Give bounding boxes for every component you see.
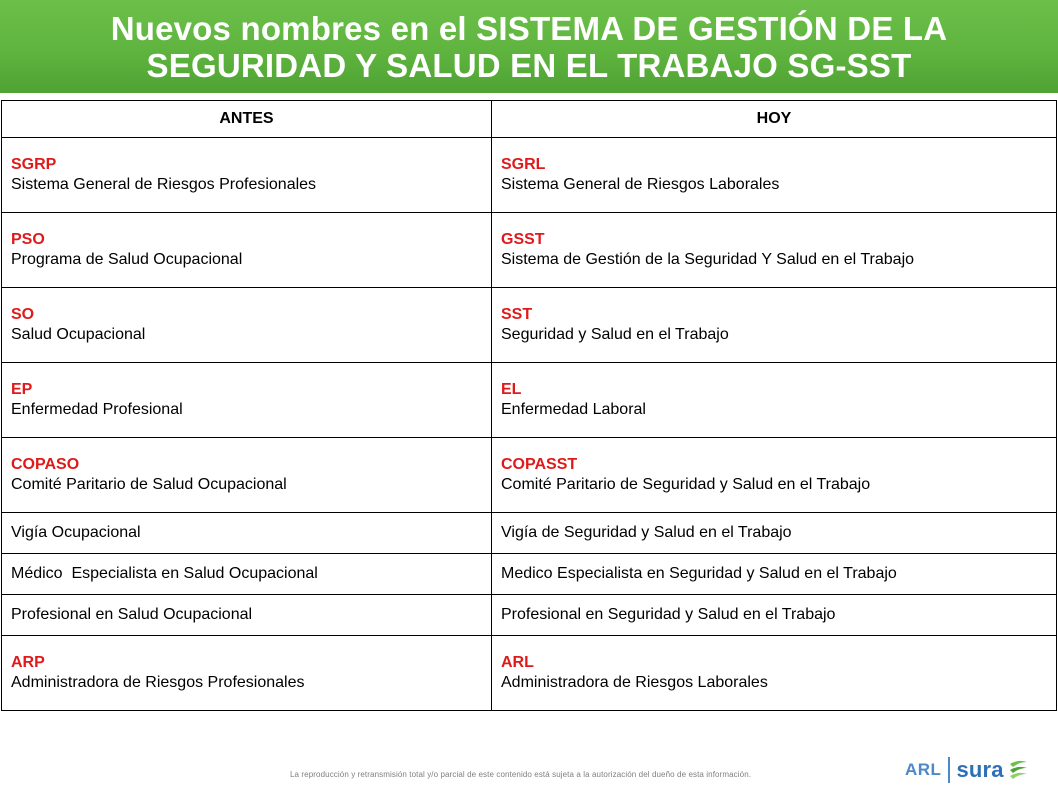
table-cell-antes [2,213,492,288]
sura-swoosh-icon [1007,758,1029,782]
table-cell-hoy [492,288,1057,363]
new-description: Sistema de Gestión de la Seguridad Y Salud en el Trabajo [501,251,915,268]
title-banner [0,0,1058,93]
page-title-line-2: SEGURIDAD Y SALUD EN EL TRABAJO SG-SST [146,46,912,84]
new-description: Administradora de Riesgos Laborales [501,674,768,691]
table-row [2,636,1057,711]
table-cell-hoy [492,213,1057,288]
old-description: Enfermedad Profesional [11,401,183,418]
old-description: Administradora de Riesgos Profesionales [11,674,305,691]
new-description: Profesional en Seguridad y Salud en el Trabajo [501,606,836,623]
table-cell-hoy [492,636,1057,711]
arl-sura-logo [905,752,1029,788]
table-row [2,438,1057,513]
new-abbreviation: EL [501,381,522,398]
table-cell-antes [2,363,492,438]
copyright-notice: La reproducción y retransmisión total y/o parcial de este contenido está sujeta a la autorización del dueño de esta información. [290,770,752,779]
column-header-hoy: HOY [492,101,1057,138]
new-abbreviation: SST [501,306,533,323]
table-row [2,554,1057,595]
old-description: Sistema General de Riesgos Profesionales [11,176,317,193]
old-description: Salud Ocupacional [11,326,146,343]
new-abbreviation: SGRL [501,156,546,173]
old-description: Programa de Salud Ocupacional [11,251,243,268]
logo-divider [948,757,950,783]
logo-brand-text: sura [956,757,1004,782]
table-row [2,288,1057,363]
old-abbreviation: PSO [11,231,45,248]
old-abbreviation: SO [11,306,35,323]
table-row [2,213,1057,288]
table-cell-antes [2,513,492,554]
table-cell-antes [2,636,492,711]
table-row [2,513,1057,554]
table-cell-hoy [492,438,1057,513]
new-abbreviation: COPASST [501,456,578,473]
table-cell-antes [2,595,492,636]
table-header-row [2,101,1057,138]
table-cell-antes [2,138,492,213]
table-cell-hoy [492,513,1057,554]
new-description: Sistema General de Riesgos Laborales [501,176,780,193]
table-cell-hoy [492,363,1057,438]
new-description: Vigía de Seguridad y Salud en el Trabajo [501,524,792,541]
table-row [2,363,1057,438]
old-abbreviation: ARP [11,654,45,671]
table-row [2,595,1057,636]
old-description: Profesional en Salud Ocupacional [11,606,253,623]
table-row [2,138,1057,213]
names-comparison-table [1,100,1057,711]
table-cell-antes [2,438,492,513]
new-description: Comité Paritario de Seguridad y Salud en el Trabajo [501,476,871,493]
old-abbreviation: COPASO [11,456,80,473]
table-cell-antes [2,554,492,595]
new-description: Seguridad y Salud en el Trabajo [501,326,729,343]
old-abbreviation: EP [11,381,33,398]
table-cell-hoy [492,554,1057,595]
table-cell-antes [2,288,492,363]
logo-arl-text: ARL [905,760,942,779]
table-cell-hoy [492,595,1057,636]
old-description: Comité Paritario de Salud Ocupacional [11,476,287,493]
page-title-line-1: Nuevos nombres en el SISTEMA DE GESTIÓN DE LA [110,9,948,47]
table-cell-hoy [492,138,1057,213]
new-abbreviation: GSST [501,231,545,248]
old-abbreviation: SGRP [11,156,57,173]
old-description: Médico Especialista en Salud Ocupacional [11,565,318,582]
column-header-antes: ANTES [2,101,492,138]
new-description: Medico Especialista en Seguridad y Salud en el Trabajo [501,565,897,582]
new-description: Enfermedad Laboral [501,401,646,418]
new-abbreviation: ARL [501,654,534,671]
old-description: Vigía Ocupacional [11,524,141,541]
